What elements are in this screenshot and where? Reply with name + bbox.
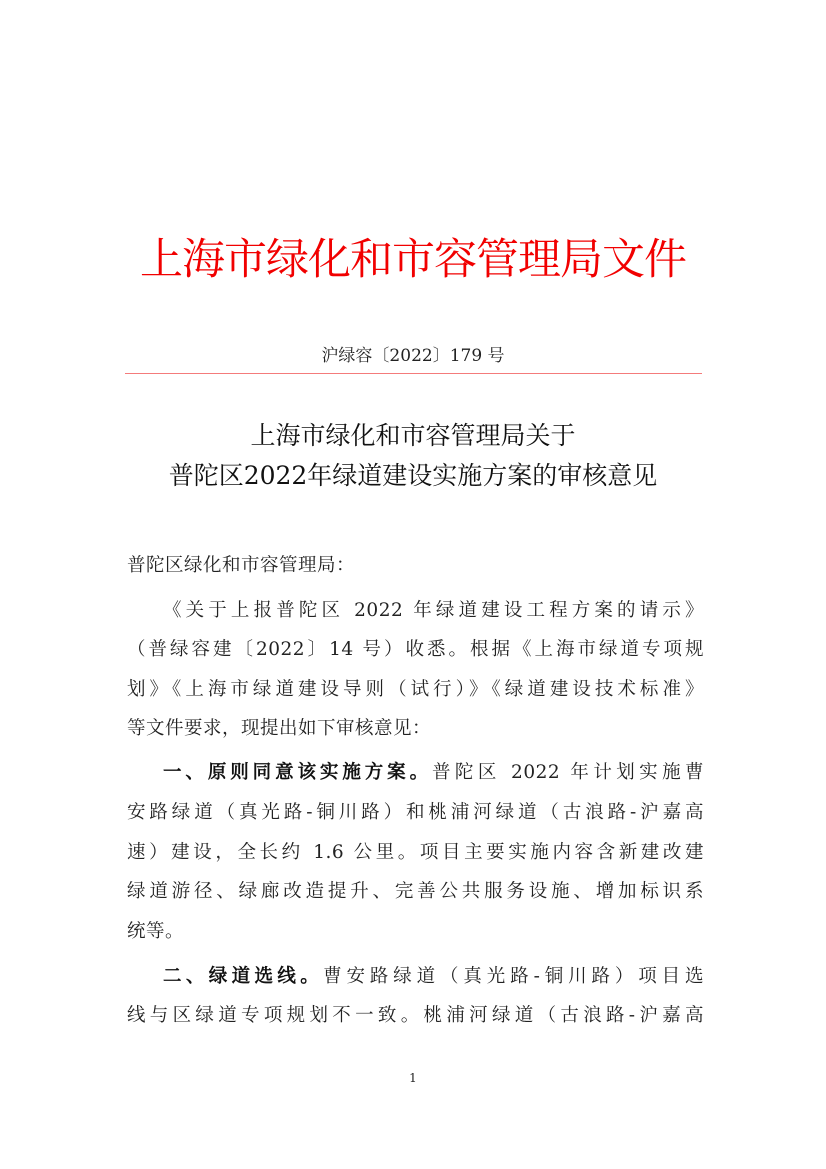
intro-line: 划》《上海市绿道建设导则（试行）》《绿道建设技术标准》 [127,679,704,700]
section-2-line: 线与区绿道专项规划不一致。桃浦河绿道（古浪路-沪嘉高 [127,1005,704,1026]
intro-line: 等文件要求，现提出如下审核意见： [127,718,432,739]
section-1-line: 绿道游径、绿廊改造提升、完善公共服务设施、增加标识系 [127,881,704,902]
intro-line: （普绿容建〔2022〕14 号）收悉。根据《上海市绿道专项规 [127,639,704,660]
page-number: 1 [409,1071,417,1085]
red-divider [125,373,702,374]
section-2-first-line [163,963,704,991]
document-title-line-1: 上海市绿化和市容管理局关于 [250,421,576,450]
section-2-text: 曹安路绿道（真光路-铜川路）项目选 [323,966,704,987]
section-1-line: 速）建设，全长约 1.6 公里。项目主要实施内容含新建改建 [127,842,704,863]
section-2-heading: 二、绿道选线。 [163,966,324,987]
issuer-title: 上海市绿化和市容管理局文件 [140,235,686,285]
section-1-heading: 一、原则同意该实施方案。 [163,762,432,783]
section-1-line: 安路绿道（真光路-铜川路）和桃浦河绿道（古浪路-沪嘉高 [127,802,704,823]
document-title-line-2: 普陀区2022年绿道建设实施方案的审核意见 [168,461,658,490]
intro-line: 《关于上报普陀区 2022 年绿道建设工程方案的请示》 [163,600,704,621]
section-1-text: 普陀区 2022 年计划实施曹 [432,762,704,783]
salutation: 普陀区绿化和市容管理局： [127,555,356,576]
section-1-line: 统等。 [127,921,185,942]
document-number: 沪绿容〔2022〕179 号 [321,346,505,366]
section-1-first-line [163,759,704,787]
